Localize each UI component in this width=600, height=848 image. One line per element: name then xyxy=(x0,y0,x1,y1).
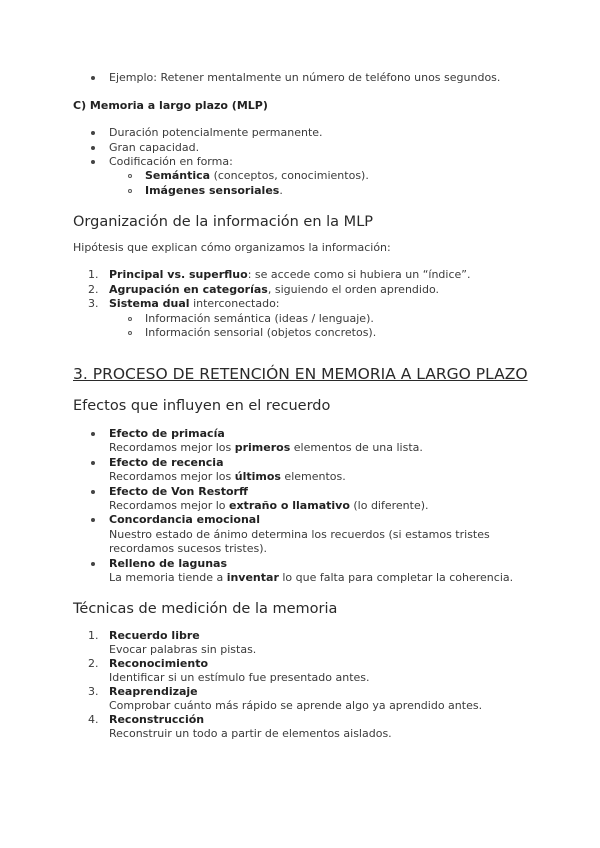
list-number: 4. xyxy=(88,713,99,726)
effect-description: Nuestro estado de ánimo determina los recuerdos (si estamos tristes xyxy=(109,528,490,541)
list-item: Agrupación en categorías, siguiendo el orden aprendido. xyxy=(109,283,439,296)
section-3-heading: 3. PROCESO DE RETENCIÓN EN MEMORIA A LARGO PLAZO xyxy=(73,365,528,383)
list-item: Duración potencialmente permanente. xyxy=(109,126,323,139)
section-c-title: C) Memoria a largo plazo (MLP) xyxy=(73,99,268,112)
bullet-dot xyxy=(91,160,95,164)
sub-list-item: Semántica (conceptos, conocimientos). xyxy=(145,169,369,182)
technique-title: Reconstrucción xyxy=(109,713,205,726)
effect-title: Concordancia emocional xyxy=(109,513,260,526)
list-number: 3. xyxy=(88,685,99,698)
sub-bullet-circle xyxy=(128,317,132,321)
effect-title: Efecto de primacía xyxy=(109,427,225,440)
organizacion-heading: Organización de la información en la MLP xyxy=(73,214,374,230)
bullet-dot xyxy=(91,490,95,494)
tecnicas-heading: Técnicas de medición de la memoria xyxy=(73,601,338,617)
technique-title: Reaprendizaje xyxy=(109,685,198,698)
list-number: 1. xyxy=(88,629,99,642)
effect-title: Relleno de lagunas xyxy=(109,557,228,570)
technique-description: Identificar si un estímulo fue presentado antes. xyxy=(109,671,370,684)
efectos-heading: Efectos que influyen en el recuerdo xyxy=(73,398,331,414)
list-number: 1. xyxy=(88,268,99,281)
effect-description: Recordamos mejor lo extraño o llamativo (lo diferente). xyxy=(109,499,429,512)
technique-title: Reconocimiento xyxy=(109,657,209,670)
list-item: Principal vs. superfluo: se accede como si hubiera un “índice”. xyxy=(109,268,471,281)
technique-description: Comprobar cuánto más rápido se aprende algo ya aprendido antes. xyxy=(109,699,483,712)
list-number: 2. xyxy=(88,283,99,296)
effect-description: Recordamos mejor los últimos elementos. xyxy=(109,470,346,483)
technique-description: Reconstruir un todo a partir de elementos aislados. xyxy=(109,727,392,740)
effect-title: Efecto de Von Restorff xyxy=(109,485,248,498)
bullet-dot xyxy=(91,146,95,150)
sub-bullet-circle xyxy=(128,189,132,193)
bullet-dot xyxy=(91,76,95,80)
effect-description: recordamos sucesos tristes). xyxy=(109,542,267,555)
effect-description: Recordamos mejor los primeros elementos de una lista. xyxy=(109,441,423,454)
sub-list-item: Información semántica (ideas / lenguaje). xyxy=(145,312,374,325)
bullet-dot xyxy=(91,432,95,436)
sub-bullet-circle xyxy=(128,174,132,178)
list-item: Codificación en forma: xyxy=(109,155,233,168)
bullet-dot xyxy=(91,518,95,522)
sub-bullet-circle xyxy=(128,331,132,335)
bullet-dot xyxy=(91,562,95,566)
list-item: Sistema dual interconectado: xyxy=(109,297,280,310)
organizacion-intro: Hipótesis que explican cómo organizamos la información: xyxy=(73,241,391,254)
example-bullet-text: Ejemplo: Retener mentalmente un número de teléfono unos segundos. xyxy=(109,71,501,84)
bullet-dot xyxy=(91,131,95,135)
list-item: Gran capacidad. xyxy=(109,141,200,154)
sub-list-item: Imágenes sensoriales. xyxy=(145,184,283,197)
list-number: 2. xyxy=(88,657,99,670)
technique-title: Recuerdo libre xyxy=(109,629,200,642)
list-number: 3. xyxy=(88,297,99,310)
technique-description: Evocar palabras sin pistas. xyxy=(109,643,257,656)
effect-title: Efecto de recencia xyxy=(109,456,224,469)
bullet-dot xyxy=(91,461,95,465)
effect-description: La memoria tiende a inventar lo que falta para completar la coherencia. xyxy=(109,571,514,584)
sub-list-item: Información sensorial (objetos concretos). xyxy=(145,326,377,339)
